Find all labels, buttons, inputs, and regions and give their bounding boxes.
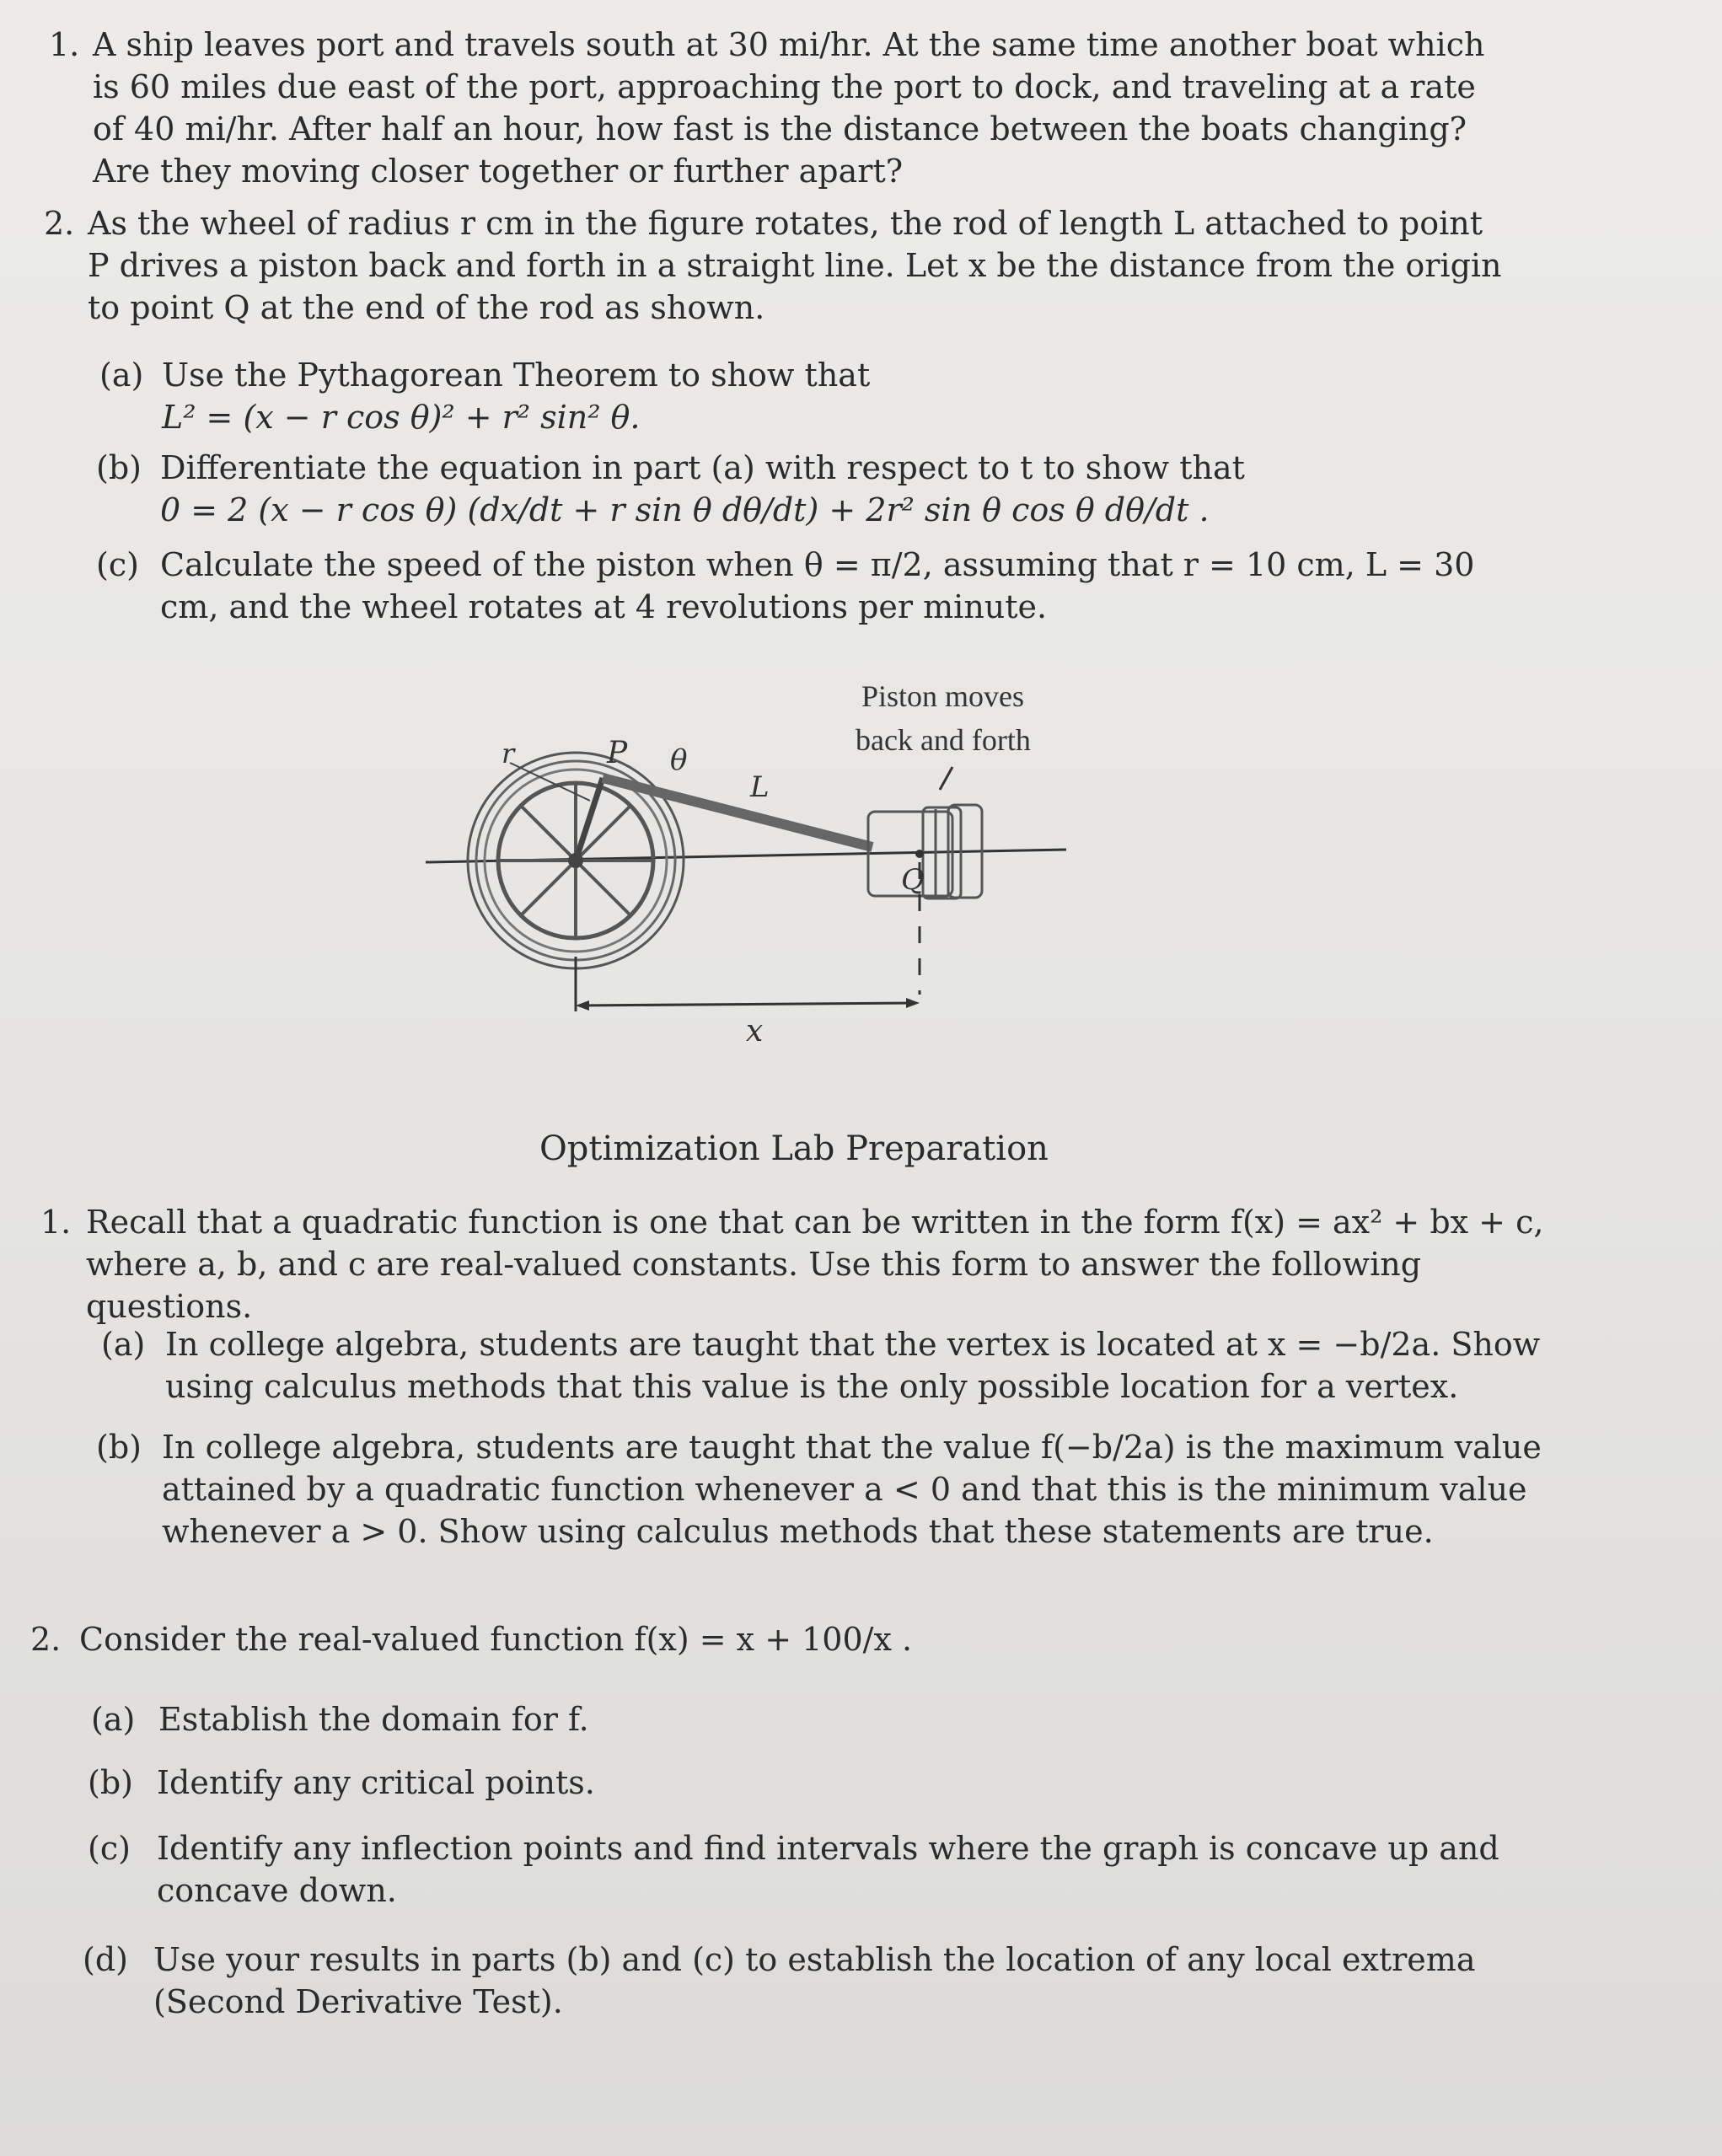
- problem-number: 1.: [40, 1204, 72, 1241]
- opt2-part-c: [88, 1827, 1588, 1912]
- opt2-part-b: [88, 1762, 1571, 1804]
- part-b: [96, 447, 1495, 531]
- label-theta: θ: [670, 743, 688, 777]
- connecting-rod: [603, 778, 872, 847]
- opt2-part-a: [91, 1698, 1574, 1740]
- label-piston-line2: back and forth: [856, 723, 1031, 757]
- part-label: (a): [99, 357, 144, 394]
- part-text: Use your results in parts (b) and (c) to establish the location of any local extrema (Second Derivative Test).: [153, 1941, 1476, 2020]
- opt2-part-d: [83, 1939, 1600, 2023]
- part-label: (a): [91, 1701, 136, 1738]
- problem-number: 2.: [30, 1621, 62, 1658]
- equation-pythagorean: L² = (x − r cos θ)² + r² sin² θ.: [162, 399, 641, 436]
- part-text: Use the Pythagorean Theorem to show that: [162, 357, 871, 394]
- part-label: (c): [88, 1830, 131, 1867]
- part-label: (b): [96, 449, 142, 486]
- opt-problem-2: [30, 1618, 1548, 1660]
- equation-derivative: 0 = 2 (x − r cos θ) (dx/dt + r sin θ dθ/dt) + 2r² sin θ cos θ dθ/dt .: [160, 491, 1210, 528]
- problem-number: 2.: [44, 205, 75, 242]
- section-heading: Optimization Lab Preparation: [539, 1129, 1049, 1168]
- problem-text: Recall that a quadratic function is one that can be written in the form f(x) = ax² + bx + c, where a, b, and c are real-valued constants. Use this form to answer the following questions.: [86, 1204, 1544, 1325]
- piston-figure: [417, 670, 1092, 1049]
- piston-diagram: [417, 670, 1092, 1049]
- label-x: x: [746, 1014, 764, 1049]
- part-label: (b): [96, 1429, 142, 1466]
- part-label: (c): [96, 546, 139, 583]
- point-q-dot: [915, 850, 924, 858]
- problem-text: Consider the real-valued function f(x) = x + 100/x .: [79, 1621, 913, 1658]
- part-text: In college algebra, students are taught that the vertex is located at x = −b/2a. Show using calculus methods that this value is the only possible location for a vertex.: [165, 1326, 1541, 1405]
- opt-part-b: [96, 1426, 1563, 1553]
- part-text: In college algebra, students are taught that the value f(−b/2a) is the maximum value attained by a quadratic function whenever a < 0 and that this is the minimum value whenever a > 0. Show using calculus methods that these statements are true.: [162, 1429, 1542, 1550]
- problem-text: A ship leaves port and travels south at 30 mi/hr. At the same time another boat which is 60 miles due east of the port, approaching the port to dock, and traveling at a rate of 40 mi/hr. After half an hour, how fast is the distance between the boats changing? Are they moving closer together or further apart?: [93, 26, 1485, 190]
- opt-problem-1: [40, 1201, 1549, 1327]
- part-text: Identify any critical points.: [157, 1764, 595, 1801]
- label-r: r: [502, 737, 515, 770]
- opt-part-a: [101, 1323, 1551, 1408]
- part-c: [96, 544, 1529, 628]
- label-l: L: [750, 770, 770, 804]
- part-label: (d): [83, 1941, 128, 1978]
- part-a: [99, 354, 1482, 438]
- part-text: Differentiate the equation in part (a) with respect to t to show that: [160, 449, 1245, 486]
- x-dimension-line: [579, 1003, 916, 1006]
- label-q: Q: [901, 863, 925, 897]
- problem-text: As the wheel of radius r cm in the figure rotates, the rod of length L attached to point P drives a piston back and forth in a straight line. Let x be the distance from the origin to point Q at the end of the rod as shown.: [88, 205, 1502, 326]
- problem-2: [44, 202, 1502, 329]
- label-p: P: [607, 736, 628, 770]
- part-text: Identify any inflection points and find intervals where the graph is concave up and concave down.: [157, 1830, 1499, 1909]
- problem-1: [49, 24, 1499, 192]
- part-text: Establish the domain for f.: [158, 1701, 589, 1738]
- label-piston-line1: Piston moves: [861, 679, 1025, 713]
- part-text: Calculate the speed of the piston when θ = π/2, assuming that r = 10 cm, L = 30 cm, and the wheel rotates at 4 revolutions per minute.: [160, 546, 1475, 625]
- problem-number: 1.: [49, 26, 80, 63]
- part-label: (a): [101, 1326, 146, 1363]
- part-label: (b): [88, 1764, 133, 1801]
